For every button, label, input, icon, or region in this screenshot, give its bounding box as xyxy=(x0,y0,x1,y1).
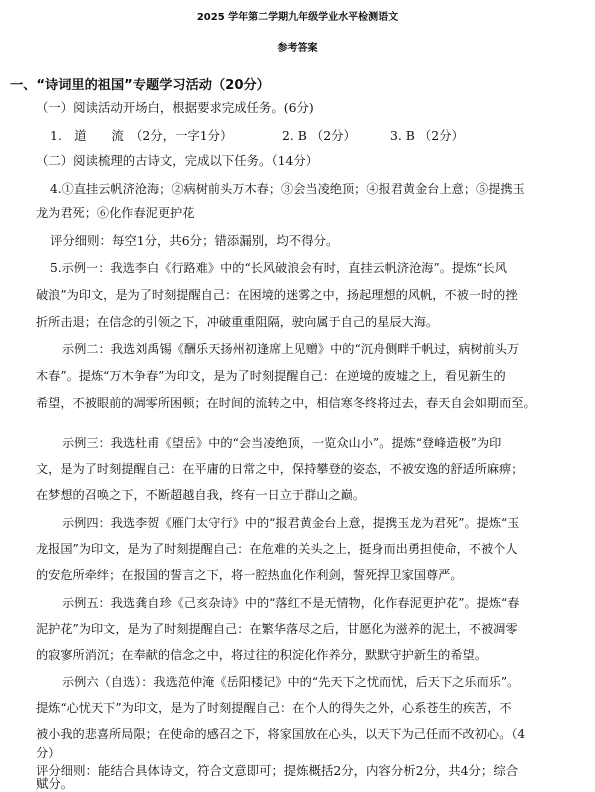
q5-line: 文，是为了时刻提醒自己：在平庸的日常之中，保持攀登的姿态，不被安逸的舒适所麻痹； xyxy=(36,462,524,476)
answer-q4-line1: 4.①直挂云帆济沧海；②病树前头万木春；③会当凌绝顶；④报君黄金台上意；⑤提携玉 xyxy=(50,182,525,196)
q5-line: 折所击退；在信念的引领之下，冲破重重阻隔，驶向属于自己的星辰大海。 xyxy=(36,315,439,329)
q5-line: 的寂寥所消沉；在奉献的信念之中，将过往的积淀化作养分，默默守护新生的希望。 xyxy=(36,648,487,662)
q5-line: 示例四：我选李贺《雁门太守行》中的“报君黄金台上意，提携玉龙为君死”。提炼“玉 xyxy=(62,516,520,530)
q5-line: 破浪”为印文，是为了时刻提醒自己：在困境的迷雾之中，扬起理想的风帆，不被一时的挫 xyxy=(36,288,518,302)
answer-q4-line2: 龙为君死；⑥化作春泥更护花 xyxy=(36,206,195,220)
q5-line: 在梦想的召唤之下，不断超越自我，终有一日立于群山之巅。 xyxy=(36,488,366,502)
answer-q3: 3. B （2分） xyxy=(390,128,464,143)
part-heading-1: （一）阅读活动开场白，根据要求完成任务。(6分) xyxy=(36,100,314,115)
q5-line: 示例五：我选龚自珍《己亥杂诗》中的“落红不是无情物，化作春泥更护花”。提炼“春 xyxy=(62,596,520,610)
q5-line: 分） xyxy=(36,746,61,760)
q5-line: 示例六（自选）：我选范仲淹《岳阳楼记》中的“先天下之忧而忧，后天下之乐而乐”。 xyxy=(62,675,520,689)
scoring-note-q4: 评分细则：每空1分，共6分；错添漏别，均不得分。 xyxy=(50,233,339,248)
section-heading: 一、“诗词里的祖国”专题学习活动（20分） xyxy=(10,78,270,93)
q5-line: 示例二：我选刘禹锡《酬乐天扬州初逢席上见赠》中的“沉舟侧畔千帆过，病树前头万 xyxy=(62,342,520,356)
scoring-note-q5-line2: 赋分。 xyxy=(36,776,74,791)
answer-q1: 1. 道 流 （2分，一字1分） xyxy=(50,128,233,143)
q5-line: 龙报国”为印文，是为了时刻提醒自己：在危难的关头之上，挺身而出勇担使命，不被个人 xyxy=(36,542,518,556)
q5-line: 的安危所牵绊；在报国的誓言之下，将一腔热血化作利剑，誓死捍卫家国尊严。 xyxy=(36,568,463,582)
answer-q2: 2. B （2分） xyxy=(282,128,356,143)
q5-line: 被小我的悲喜所局限；在使命的感召之下，将家国放在心头，以天下为己任而不改初心。（4 xyxy=(36,727,526,741)
q5-line: 提炼“心忧天下”为印文，是为了时刻提醒自己：在个人的得失之外，心系苍生的疾苦，不 xyxy=(36,701,512,715)
scoring-note-q5-line1: 评分细则：能结合具体诗文，符合文意即可；提炼概括2分，内容分析2分，共4分；综合 xyxy=(36,763,519,778)
q5-line: 5.示例一：我选李白《行路难》中的“长风破浪会有时，直挂云帆济沧海”。提炼“长风 xyxy=(50,261,507,275)
q5-line: 木春”。提炼“万木争春”为印文，是为了时刻提醒自己：在逆境的废墟之上，看见新生的 xyxy=(36,369,506,383)
q5-line: 泥护花”为印文，是为了时刻提醒自己：在繁华落尽之后，甘愿化为滋养的泥土，不被凋零 xyxy=(36,622,518,636)
page-title: 2025 学年第二学期九年级学业水平检测语文 xyxy=(196,12,399,23)
q5-line: 希望，不被眼前的凋零所困顿；在时间的流转之中，相信寒冬终将过去，春天自会如期而至。 xyxy=(36,396,536,410)
q5-line: 示例三：我选杜甫《望岳》中的“会当凌绝顶，一览众山小”。提炼“登峰造极”为印 xyxy=(62,436,502,450)
page-subtitle: 参考答案 xyxy=(277,43,318,54)
part-heading-2: （二）阅读梳理的古诗文，完成以下任务。（14分） xyxy=(36,153,319,168)
